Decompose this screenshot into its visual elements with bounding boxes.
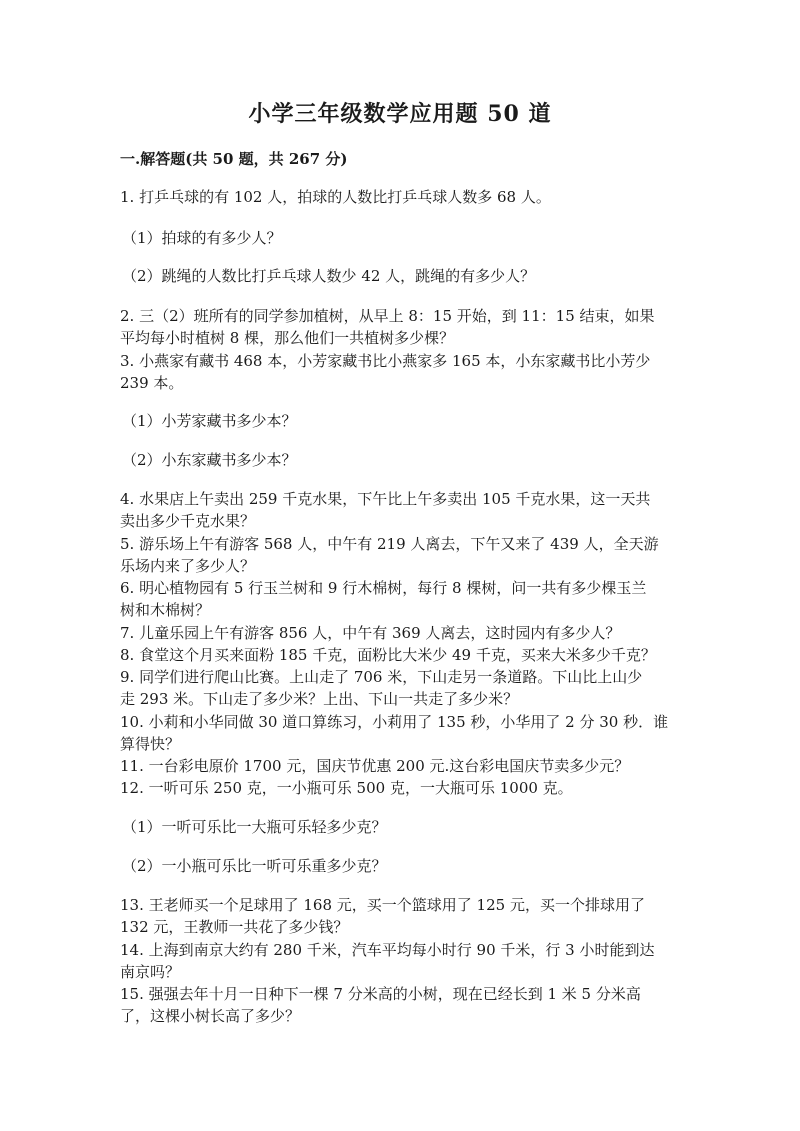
question-line: 2. 三（2）班所有的同学参加植树，从早上 8：15 开始，到 11：15 结束，如果 [120,307,655,325]
question-line: 走 293 米。下山走了多少米？上出、下山一共走了多少米？ [120,690,519,708]
sub-question-line: （1）小芳家藏书多少本？ [122,412,297,430]
question-line: 3. 小燕家有藏书 468 本，小芳家藏书比小燕家多 165 本，小东家藏书比小芳少 [120,352,651,370]
question-line: 132 元，王教师一共花了多少钱？ [120,918,349,936]
question-line: 树和木棉树？ [120,601,211,619]
question-line: 9. 同学们进行爬山比赛。上山走了 706 米，下山走另一条道路。下山比上山少 [120,668,643,686]
question-line: 15. 强强去年十月一日种下一棵 7 分米高的小树，现在已经长到 1 米 5 分米高 [120,985,641,1003]
question-line: 239 本。 [120,374,184,392]
question-line: 4. 水果店上午卖出 259 千克水果，下午比上午多卖出 105 千克水果，这一天共 [120,490,651,508]
sub-question-line: （2）跳绳的人数比打乒乓球人数少 42 人，跳绳的有多少人？ [122,267,536,285]
question-line: 算得快？ [120,735,181,753]
question-line: 了，这棵小树长高了多少？ [120,1007,301,1025]
sub-question-line: （2）小东家藏书多少本？ [122,451,297,469]
question-line: 8. 食堂这个月买来面粉 185 千克，面粉比大米少 49 千克，买来大米多少千克？ [120,646,656,664]
sub-question-line: （1）一听可乐比一大瓶可乐轻多少克？ [122,818,387,836]
sub-question-line: （2）一小瓶可乐比一听可乐重多少克？ [122,857,387,875]
question-line: 乐场内来了多少人？ [120,557,256,575]
sub-question-line: （1）拍球的有多少人？ [122,229,282,247]
question-line: 11. 一台彩电原价 1700 元，国庆节优惠 200 元.这台彩电国庆节卖多少元？ [120,757,630,775]
page-title: 小学三年级数学应用题 50 道 [248,101,552,127]
question-line: 平均每小时植树 8 棵，那么他们一共植树多少棵？ [120,329,455,347]
question-line: 10. 小莉和小华同做 30 道口算练习，小莉用了 135 秒，小华用了 2 分 30 秒．谁 [120,713,669,731]
question-line: 南京吗？ [120,963,181,981]
question-line: 5. 游乐场上午有游客 568 人，中午有 219 人离去，下午又来了 439 人，全天游 [120,535,659,553]
question-line: 6. 明心植物园有 5 行玉兰树和 9 行木棉树，每行 8 棵树，问一共有多少棵玉兰 [120,579,647,597]
question-line: 1. 打乒乓球的有 102 人，拍球的人数比打乒乓球人数多 68 人。 [120,188,551,206]
section-heading: 一.解答题(共 50 题，共 267 分) [120,150,348,168]
question-line: 7. 儿童乐园上午有游客 856 人，中午有 369 人离去，这时园内有多少人？ [120,624,621,642]
question-line: 12. 一听可乐 250 克，一小瓶可乐 500 克，一大瓶可乐 1000 克。 [120,779,573,797]
question-line: 卖出多少千克水果？ [120,512,256,530]
question-line: 14. 上海到南京大约有 280 千米，汽车平均每小时行 90 千米，行 3 小时能到达 [120,941,655,959]
question-line: 13. 王老师买一个足球用了 168 元，买一个篮球用了 125 元，买一个排球用了 [120,896,645,914]
